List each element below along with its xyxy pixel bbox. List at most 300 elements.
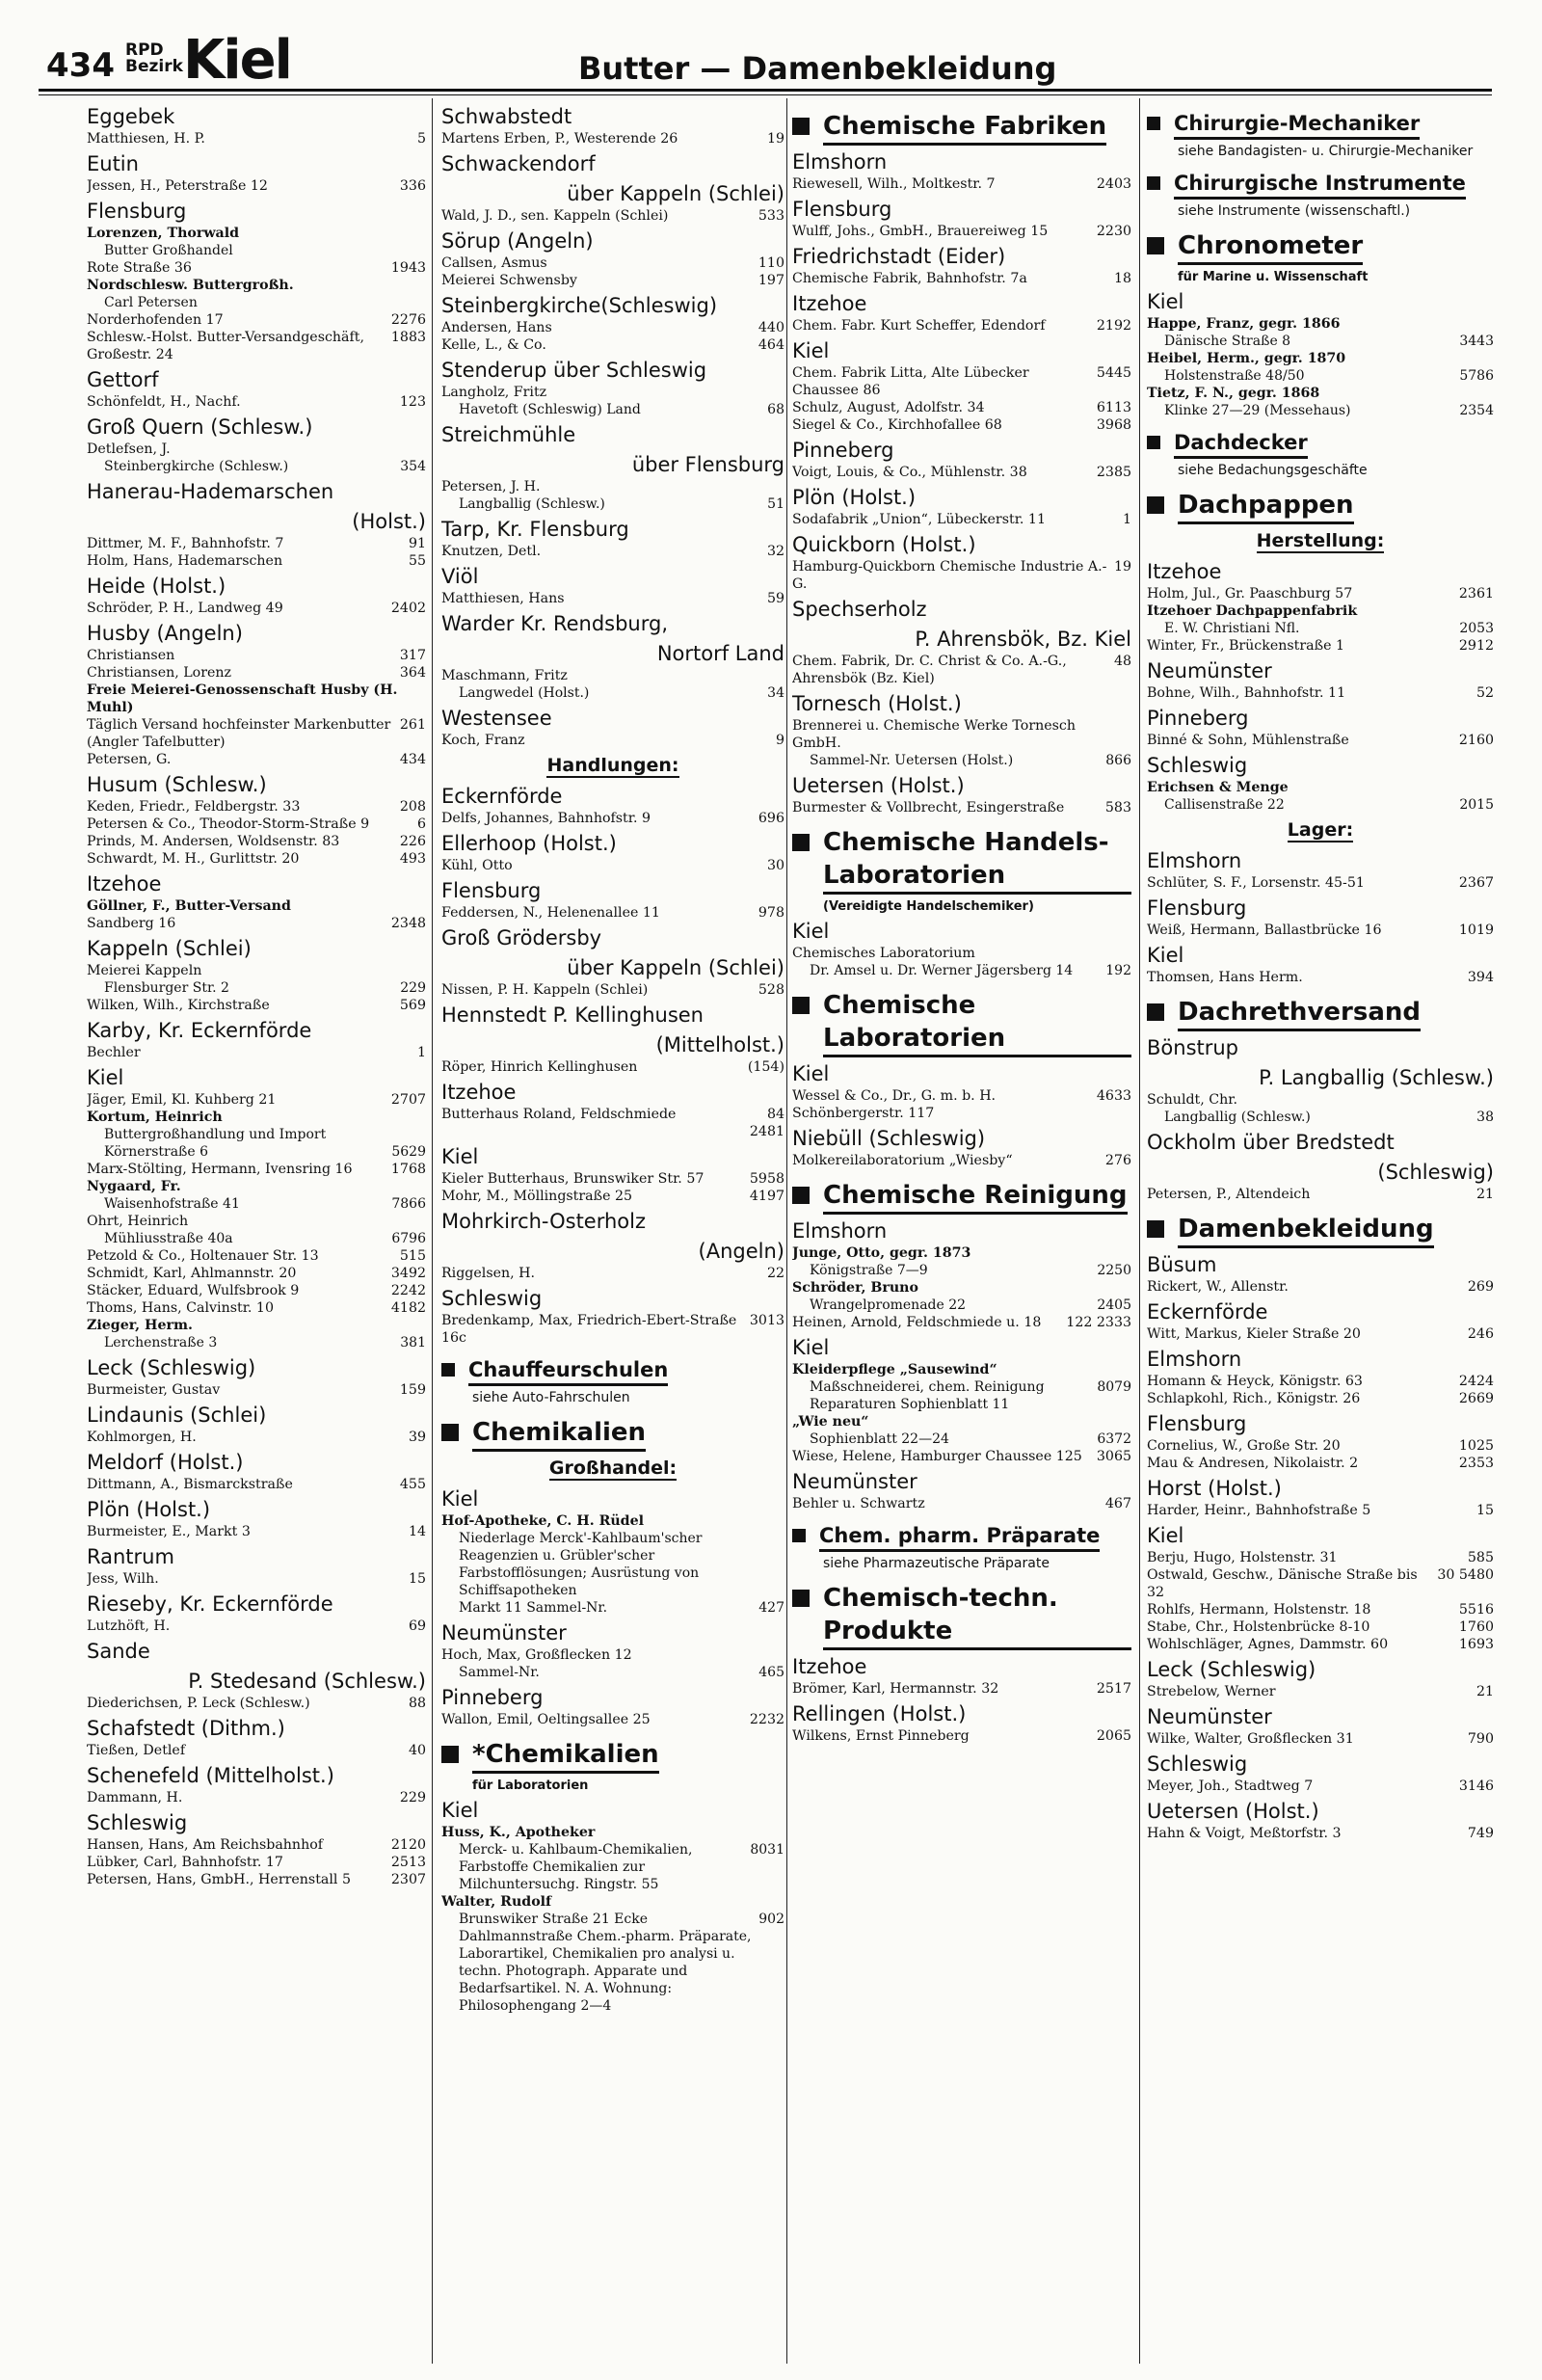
entry-name: Jess, Wilh.	[87, 1571, 159, 1587]
phone-number: 5629	[391, 1144, 426, 1160]
entry-name: Holm, Jul., Gr. Paaschburg 57	[1147, 586, 1353, 602]
phone-number: 4182	[390, 1300, 426, 1316]
phone-number: 381	[400, 1335, 426, 1350]
phone-number: 34	[767, 685, 784, 701]
entry-name: Christiansen	[87, 648, 175, 663]
entry-name: Martens Erben, P., Westerende 26	[441, 131, 678, 147]
phone-number: 790	[1467, 1731, 1494, 1747]
entry-name: „Wie neu“	[792, 1414, 869, 1430]
directory-entry	[1147, 585, 1494, 602]
entry-detail	[1147, 620, 1494, 637]
entry-detail-text: Langballig (Schlesw.)	[459, 496, 605, 512]
entry-detail	[87, 242, 426, 259]
entry-name: Sodafabrik „Union“, Lübeckerstr. 11	[792, 512, 1046, 527]
directory-entry	[792, 945, 1131, 962]
phone-number: 22	[766, 1266, 784, 1281]
phone-number: 14	[408, 1524, 426, 1539]
phone-number: 2403	[1096, 176, 1131, 192]
entry-detail	[87, 458, 426, 475]
directory-entry	[87, 311, 426, 329]
entry-detail	[87, 1126, 426, 1143]
place-heading: Ellerhoop (Holst.)	[441, 832, 617, 855]
directory-entry	[441, 543, 784, 560]
place-heading-continued: Nortorf Land	[656, 642, 784, 665]
entry-name: Hahn & Voigt, Meßtorfstr. 3	[1147, 1826, 1342, 1841]
entry-name: Chem. Fabrik Litta, Alte Lübecker Chaussee 86	[792, 365, 1029, 398]
directory-entry	[87, 1695, 426, 1712]
phone-number: 30 5480	[1437, 1567, 1494, 1583]
place-heading: Kiel	[441, 1799, 479, 1822]
directory-entry	[1147, 602, 1494, 620]
entry-name: Chemisches Laboratorium	[792, 946, 975, 961]
directory-entry	[792, 464, 1131, 481]
phone-number: 88	[408, 1696, 426, 1711]
directory-entry	[792, 1495, 1131, 1512]
see-reference: siehe Auto-Fahrschulen	[472, 1390, 630, 1405]
entry-name: Chemische Fabrik, Bahnhofstr. 7a	[792, 271, 1027, 286]
section-title: Dachpappen	[1178, 489, 1354, 524]
place-heading: Eutin	[87, 152, 139, 175]
phone-number: 533	[758, 208, 784, 224]
place-heading: Itzehoe	[1147, 560, 1222, 583]
directory-entry	[87, 1265, 426, 1282]
entry-name: Hansen, Hans, Am Reichsbahnhof	[87, 1837, 324, 1853]
phone-number: 1	[416, 1045, 426, 1060]
directory-entry	[1147, 1091, 1494, 1109]
directory-entry	[1147, 637, 1494, 655]
phone-number: 2481	[749, 1124, 784, 1139]
place-heading: Kiel	[792, 1062, 830, 1085]
phone-number: 15	[408, 1571, 426, 1587]
place-heading: Tornesch (Holst.)	[792, 692, 962, 715]
entry-name: Winter, Fr., Brückenstraße 1	[1147, 638, 1344, 654]
section-heading	[441, 1416, 784, 1452]
section-title: Chemische Laboratorien	[823, 989, 1131, 1057]
phone-number: 440	[758, 320, 784, 335]
directory-entry	[1147, 1636, 1494, 1653]
page-title: Butter — Damenbekleidung	[578, 50, 1057, 87]
directory-entry	[87, 393, 426, 411]
entry-name: Kelle, L., & Co.	[441, 337, 546, 353]
directory-entry	[87, 915, 426, 932]
directory-entry	[87, 1854, 426, 1871]
entry-detail-text: Carl Petersen	[104, 295, 198, 310]
place-heading: Stenderup über Schleswig	[441, 359, 707, 382]
place-heading: Schafstedt (Dithm.)	[87, 1717, 285, 1740]
directory-entry	[1147, 1437, 1494, 1455]
phone-number: 2053	[1459, 621, 1494, 636]
phone-number: 2424	[1458, 1374, 1494, 1389]
column-4	[1147, 100, 1494, 2366]
phone-number: 19	[766, 131, 784, 147]
phone-number: 749	[1467, 1826, 1494, 1841]
directory-entry	[1147, 1601, 1494, 1618]
directory-entry	[1147, 1683, 1494, 1700]
entry-name: Itzehoer Dachpappenfabrik	[1147, 603, 1358, 619]
phone-number: 226	[399, 834, 426, 849]
section-title: Chronometer	[1178, 229, 1363, 265]
section-marker-icon	[1147, 436, 1160, 449]
phone-number: 2385	[1096, 465, 1131, 480]
place-heading: Sörup (Angeln)	[441, 229, 594, 253]
directory-entry	[792, 364, 1131, 399]
place-heading: Spechserholz	[792, 598, 927, 621]
phone-number: 276	[1104, 1153, 1131, 1168]
phone-number: 3492	[390, 1266, 426, 1281]
place-heading: Elmshorn	[1147, 849, 1242, 872]
directory-entry	[441, 1711, 784, 1728]
directory-entry	[87, 962, 426, 979]
entry-name: Hoch, Max, Großflecken 12	[441, 1647, 632, 1663]
directory-entry	[792, 416, 1131, 434]
entry-name: Wohlschläger, Agnes, Dammstr. 60	[1147, 1637, 1389, 1652]
section-heading	[1147, 170, 1494, 200]
place-heading: Husum (Schlesw.)	[87, 773, 267, 796]
entry-detail	[87, 979, 426, 997]
directory-entry	[1147, 1390, 1494, 1407]
place-heading: Groß Grödersby	[441, 926, 602, 949]
entry-name: Holm, Hans, Hademarschen	[87, 553, 283, 569]
directory-entry	[87, 259, 426, 277]
entry-name: Lutzhöft, H.	[87, 1618, 171, 1634]
entry-name: Burmeister, E., Markt 3	[87, 1524, 251, 1539]
place-heading: Itzehoe	[441, 1081, 517, 1104]
directory-entry	[1147, 1825, 1494, 1842]
place-heading: Quickborn (Holst.)	[792, 533, 976, 556]
phone-number: 5958	[749, 1171, 784, 1187]
entry-name	[441, 1123, 750, 1140]
place-heading: Eckernförde	[1147, 1300, 1268, 1324]
directory-entry	[87, 798, 426, 816]
entry-name: Diederichsen, P. Leck (Schlesw.)	[87, 1696, 310, 1711]
entry-detail-text: Langwedel (Holst.)	[459, 685, 590, 701]
entry-detail-text: Dr. Amsel u. Dr. Werner Jägersberg 14	[810, 963, 1074, 978]
phone-number: 2405	[1097, 1297, 1131, 1313]
directory-entry	[441, 1188, 784, 1205]
entry-name: Thomsen, Hans Herm.	[1147, 970, 1303, 985]
bezirk-text: Bezirk	[125, 57, 183, 76]
phone-number: 2192	[1096, 318, 1131, 334]
directory-entry	[1147, 1186, 1494, 1203]
directory-entry	[441, 1123, 784, 1140]
entry-detail-text: Havetoft (Schleswig) Land	[459, 402, 641, 417]
entry-name: Burmeister, Gustav	[87, 1382, 221, 1398]
section-marker-icon	[792, 997, 810, 1014]
directory-entry	[441, 1265, 784, 1282]
section-title: Chirurgische Instrumente	[1174, 170, 1466, 200]
entry-name: Tießen, Detlef	[87, 1743, 186, 1758]
place-heading-continued: über Kappeln (Schlei)	[567, 182, 784, 205]
section-title: Chemische Handels-Laboratorien	[823, 826, 1131, 895]
directory-entry	[87, 716, 426, 751]
phone-number: 261	[399, 717, 426, 733]
section-marker-icon	[1147, 237, 1164, 254]
directory-entry	[441, 254, 784, 272]
entry-name: Riggelsen, H.	[441, 1266, 536, 1281]
entry-detail	[1147, 1109, 1494, 1126]
entry-name: Matthiesen, H. P.	[87, 131, 205, 147]
entry-detail	[792, 1431, 1131, 1448]
section-marker-icon	[792, 1187, 810, 1204]
place-heading-continued: P. Langballig (Schlesw.)	[1259, 1066, 1494, 1089]
entry-detail-text: Königstraße 7—9	[810, 1263, 928, 1278]
entry-name: Wessel & Co., Dr., G. m. b. H. Schönbergerstr. 117	[792, 1088, 997, 1121]
place-heading: Schleswig	[1147, 754, 1248, 777]
page-header	[39, 17, 1494, 94]
entry-detail	[792, 1378, 1131, 1413]
directory-entry	[441, 130, 784, 147]
entry-name: Petzold & Co., Holtenauer Str. 13	[87, 1248, 319, 1264]
section-heading	[1147, 110, 1494, 140]
phone-number: 5516	[1458, 1602, 1494, 1618]
entry-name: Riewesell, Wilh., Moltkestr. 7	[792, 176, 996, 192]
entry-detail-text: Maßschneiderei, chem. Reinigung Reparaturen Sophienblatt 11	[810, 1379, 1045, 1412]
phone-number: 1019	[1458, 923, 1494, 938]
phone-number: 3146	[1458, 1778, 1494, 1794]
entry-detail	[441, 1599, 784, 1617]
entry-name: Schuldt, Chr.	[1147, 1092, 1238, 1108]
directory-entry	[1147, 1618, 1494, 1636]
directory-entry	[792, 317, 1131, 334]
directory-entry	[87, 664, 426, 682]
directory-entry	[441, 1106, 784, 1123]
section-title: Chemisch-techn. Produkte	[823, 1582, 1131, 1650]
entry-name: Wiese, Helene, Hamburger Chaussee 125	[792, 1449, 1082, 1464]
place-heading: Kappeln (Schlei)	[87, 937, 252, 960]
entry-detail-text: Markt 11 Sammel-Nr.	[459, 1600, 608, 1616]
directory-entry	[792, 653, 1131, 687]
directory-entry	[1147, 315, 1494, 333]
column-3	[792, 100, 1131, 2366]
phone-number: 2160	[1458, 733, 1494, 748]
directory-entry	[1147, 732, 1494, 749]
place-heading: Neumünster	[1147, 659, 1272, 682]
entry-name: Wald, J. D., sen. Kappeln (Schlei)	[441, 208, 669, 224]
entry-name: Wilken, Wilh., Kirchstraße	[87, 998, 270, 1013]
place-heading-continued: (Schleswig)	[1377, 1161, 1494, 1184]
see-reference: siehe Bandagisten- u. Chirurgie-Mechaniker	[1178, 144, 1474, 159]
directory-entry	[792, 717, 1131, 752]
place-heading: Itzehoe	[792, 292, 867, 315]
phone-number: 696	[758, 811, 784, 826]
place-heading: Tarp, Kr. Flensburg	[441, 518, 629, 541]
entry-name: Sandberg 16	[87, 916, 176, 931]
entry-name: Ostwald, Geschw., Dänische Straße bis 32	[1147, 1567, 1418, 1600]
phone-number: 122 2333	[1066, 1315, 1131, 1330]
place-heading: Leck (Schleswig)	[1147, 1658, 1316, 1681]
phone-number: 515	[399, 1248, 426, 1264]
entry-name: Wilkens, Ernst Pinneberg	[792, 1728, 970, 1744]
directory-entry	[87, 1091, 426, 1109]
phone-number: 364	[399, 665, 426, 681]
directory-entry	[87, 1523, 426, 1540]
entry-name: Rote Straße 36	[87, 260, 192, 276]
phone-number: 4197	[749, 1189, 784, 1204]
entry-detail	[87, 1195, 426, 1213]
entry-name: Tietz, F. N., gegr. 1868	[1147, 386, 1320, 401]
directory-entry	[87, 552, 426, 570]
place-heading: Rellingen (Holst.)	[792, 1702, 967, 1725]
entry-name: Heibel, Herm., gegr. 1870	[1147, 351, 1346, 366]
phone-number: 40	[408, 1743, 426, 1758]
directory-entry	[792, 399, 1131, 416]
entry-name: Schwardt, M. H., Gurlittstr. 20	[87, 851, 300, 867]
phone-number: 528	[758, 982, 784, 998]
section-marker-icon	[441, 1746, 459, 1763]
section-note: für Marine u. Wissenschaft	[1178, 270, 1369, 284]
directory-entry	[441, 904, 784, 922]
place-heading: Schwackendorf	[441, 152, 596, 175]
place-heading: Horst (Holst.)	[1147, 1477, 1282, 1500]
entry-detail-text: Sophienblatt 22—24	[810, 1431, 949, 1447]
section-heading	[792, 110, 1131, 146]
phone-number: 8031	[750, 1842, 784, 1858]
entry-name: Kleiderpflege „Sausewind“	[792, 1362, 997, 1377]
directory-entry	[441, 981, 784, 999]
section-title: Chauffeurschulen	[468, 1356, 668, 1386]
phone-number: 21	[1476, 1187, 1494, 1202]
directory-entry	[441, 857, 784, 874]
phone-number: 2250	[1097, 1263, 1131, 1278]
section-title: Chirurgie-Mechaniker	[1174, 110, 1420, 140]
entry-detail	[441, 1911, 784, 2015]
phone-number: 493	[399, 851, 426, 867]
phone-number: 317	[399, 648, 426, 663]
entry-detail-text: Buttergroßhandlung und Import	[104, 1127, 327, 1142]
place-heading: Itzehoe	[792, 1655, 867, 1678]
directory-entry	[792, 799, 1131, 816]
entry-detail-text: Flensburger Str. 2	[104, 980, 229, 996]
section-marker-icon	[1147, 117, 1160, 130]
entry-name: Meierei Kappeln	[87, 963, 202, 978]
phone-number: 8079	[1097, 1379, 1131, 1395]
directory-entry	[87, 1871, 426, 1888]
phone-number: 9	[775, 733, 784, 748]
directory-entry	[1147, 1325, 1494, 1343]
phone-number: 229	[399, 1790, 426, 1805]
directory-entry	[792, 1314, 1131, 1331]
directory-entry	[87, 682, 426, 716]
phone-number: 1760	[1458, 1619, 1494, 1635]
directory-entry	[87, 1213, 426, 1230]
directory-entry	[441, 1824, 784, 1841]
entry-name: Täglich Versand hochfeinster Markenbutter (Angler Tafelbutter)	[87, 717, 391, 750]
directory-entry	[87, 277, 426, 294]
directory-entry	[441, 1170, 784, 1188]
place-heading: Steinbergkirche(Schleswig)	[441, 294, 718, 317]
entry-name: Lübker, Carl, Bahnhofstr. 17	[87, 1855, 283, 1870]
directory-entry	[87, 647, 426, 664]
phone-number: 2361	[1458, 586, 1494, 602]
entry-name: Zieger, Herm.	[87, 1318, 193, 1333]
entry-name: Jäger, Emil, Kl. Kuhberg 21	[87, 1092, 277, 1108]
place-heading: Flensburg	[441, 879, 542, 902]
place-heading: Eggebek	[87, 105, 175, 128]
section-title: Chemische Reinigung	[823, 1179, 1128, 1215]
entry-detail-text: Klinke 27—29 (Messehaus)	[1164, 403, 1351, 418]
section-marker-icon	[1147, 496, 1164, 514]
entry-detail	[441, 684, 784, 702]
directory-entry	[87, 816, 426, 833]
place-heading: Neumünster	[441, 1621, 567, 1645]
entry-detail	[441, 1664, 784, 1681]
directory-entry	[1147, 1566, 1494, 1601]
directory-entry	[87, 1247, 426, 1265]
phone-number: 5	[416, 131, 426, 147]
subsection-heading: Großhandel:	[548, 1457, 678, 1479]
directory-entry	[87, 1299, 426, 1317]
directory-entry	[87, 535, 426, 552]
entry-name: Dammann, H.	[87, 1790, 183, 1805]
directory-entry	[792, 270, 1131, 287]
phone-number: 2354	[1459, 403, 1494, 418]
entry-detail-text: Waisenhofstraße 41	[104, 1196, 240, 1212]
directory-entry	[441, 1312, 784, 1347]
section-heading	[1147, 1213, 1494, 1248]
entry-name: Strebelow, Werner	[1147, 1684, 1276, 1699]
directory-entry	[441, 207, 784, 225]
entry-name: Molkereilaboratorium „Wiesby“	[792, 1153, 1013, 1168]
entry-detail	[792, 1262, 1131, 1279]
phone-number: 197	[758, 273, 784, 288]
phone-number: 59	[766, 591, 784, 606]
phone-number: 21	[1476, 1684, 1494, 1699]
place-heading: Gettorf	[87, 368, 159, 391]
entry-name: Harder, Heinr., Bahnhofstraße 5	[1147, 1503, 1371, 1518]
phone-number: 2120	[390, 1837, 426, 1853]
entry-name: Nordschlesw. Buttergroßh.	[87, 278, 294, 293]
phone-number: 5786	[1459, 368, 1494, 384]
entry-detail	[441, 495, 784, 513]
phone-number: 208	[399, 799, 426, 815]
phone-number: 467	[1104, 1496, 1131, 1511]
place-heading: Niebüll (Schleswig)	[792, 1127, 986, 1150]
directory-entry	[441, 667, 784, 684]
place-heading: Kiel	[87, 1066, 124, 1089]
phone-number: 1883	[390, 330, 426, 345]
place-heading: Uetersen (Holst.)	[792, 774, 965, 797]
place-heading: Rantrum	[87, 1545, 174, 1568]
entry-detail-text: Lerchenstraße 3	[104, 1335, 218, 1350]
entry-detail	[1147, 796, 1494, 814]
entry-name: Kohlmorgen, H.	[87, 1430, 197, 1445]
phone-number: 39	[408, 1430, 426, 1445]
entry-name: Hamburg-Quickborn Chemische Industrie A.-G.	[792, 559, 1107, 592]
entry-name: Koch, Franz	[441, 733, 525, 748]
place-heading: Bönstrup	[1147, 1036, 1239, 1059]
entry-detail-text: Mühliusstraße 40a	[104, 1231, 233, 1246]
place-heading: Eckernförde	[441, 785, 563, 808]
phone-number: 123	[399, 394, 426, 410]
phone-number: 38	[1476, 1110, 1494, 1125]
phone-number: 2232	[749, 1712, 784, 1727]
city-title: Kiel	[183, 29, 291, 92]
directory-entry	[87, 1836, 426, 1854]
entry-name: Schönfeldt, H., Nachf.	[87, 394, 241, 410]
directory-entry	[792, 1448, 1131, 1465]
place-heading: Plön (Holst.)	[792, 486, 917, 509]
directory-entry	[1147, 350, 1494, 367]
phone-number: 6372	[1097, 1431, 1131, 1447]
phone-number: 68	[767, 402, 784, 417]
phone-number: 2276	[390, 312, 426, 328]
entry-name: Petersen, P., Altendeich	[1147, 1187, 1311, 1202]
entry-name: Schröder, Bruno	[792, 1280, 918, 1296]
place-heading: Neumünster	[1147, 1705, 1272, 1728]
directory-entry	[1147, 1502, 1494, 1519]
entry-name: Junge, Otto, gegr. 1873	[792, 1245, 971, 1261]
entry-name: Delfs, Johannes, Bahnhofstr. 9	[441, 811, 651, 826]
